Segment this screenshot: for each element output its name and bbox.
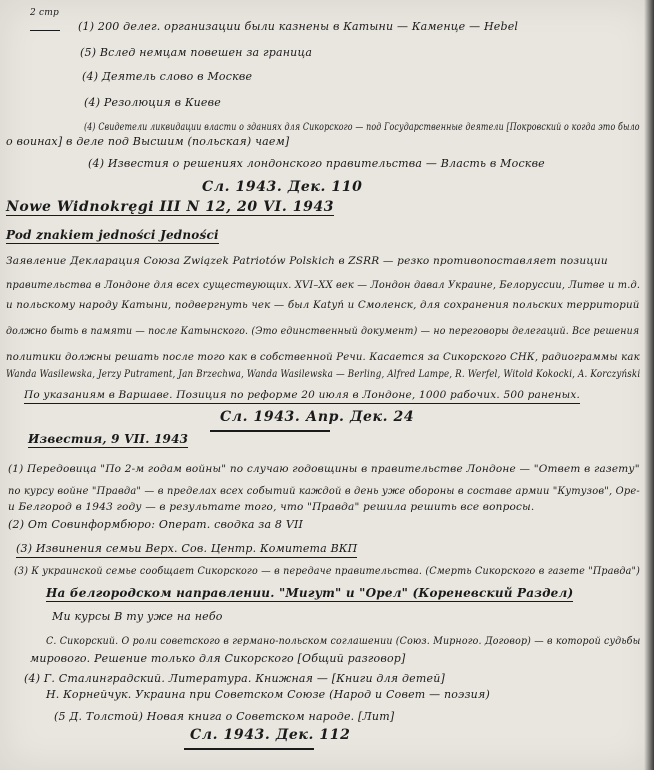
block3-line-8: Ми курсы В ту уже на небо <box>52 610 223 623</box>
block3-line-12: Н. Корнейчук. Украина при Советском Союзе (Народ и Совет — поэзия) <box>46 688 490 701</box>
block3-heading: Известия, 9 VII. 1943 <box>28 432 189 446</box>
block1-line-7: (4) Известия о решениях лондонского правительства — Власть в Москве <box>88 157 545 170</box>
block3-line-6: (3) К украинской семье сообщает Сикорского — в передаче правительства. (Смерть Сикорского в газете "Правда") <box>14 565 641 577</box>
block2-reference: Сл. 1943. Апр. Дек. 24 <box>220 409 415 425</box>
block3-line-7: На белгородском направлении. "Мигут" и "Орел" (Кореневский Раздел) <box>46 586 574 600</box>
block2-subtitle: Pod znakiem jedności Jedności <box>6 228 219 242</box>
block1-reference: Сл. 1943. Дек. 110 <box>202 179 363 195</box>
block2-line-4: должно быть в памяти — после Катынского. (Это единственный документ) — но переговоры делегаций. Все решения <box>6 325 640 337</box>
block1-line-1: (1) 200 делег. организации были казнены в Катыни — Каменце — Hebel <box>78 20 519 33</box>
block2-line-3: и польскому народу Катыни, подвергнуть чек — был Katyń и Смоленск, для сохранения польских территорий <box>6 299 640 311</box>
block3-reference-rule <box>184 748 314 750</box>
block1-line-4: (4) Резолюция в Киеве <box>84 96 221 109</box>
block3-line-5: (3) Извинения семьи Верх. Сов. Центр. Комитета ВКП <box>16 542 357 558</box>
block3-line-13: (5 Д. Толстой) Новая книга о Советском народе. [Лит] <box>54 710 395 723</box>
block3-line-3: и Белгород в 1943 году — в результате того, что "Правда" решила решить все вопросы. <box>8 501 535 513</box>
block3-line-10: мирового. Решение только для Сикорского [Общий разговор] <box>30 652 406 665</box>
block3-reference: Сл. 1943. Дек. 112 <box>190 727 351 743</box>
block2-line-5: политики должны решать после того как в собственной Речи. Касается за Сикорского СНК, радиограммы как <box>6 351 640 363</box>
top-left-note: 2 стр <box>30 8 59 18</box>
block1-line-2: (5) Вслед немцам повешен за граница <box>80 46 313 59</box>
block1-line-3: (4) Деятель слово в Москве <box>82 70 253 83</box>
block2-line-6: Wanda Wasilewska, Jerzy Putrament, Jan Brzechwa, Wanda Wasilewska — Berling, Alfred Lampe, R. Werfel, Witold Kokocki, A. Korczyński <box>6 369 641 380</box>
block2-reference-rule <box>210 430 330 432</box>
block3-line-11: (4) Г. Сталинградский. Литература. Книжная — [Книги для детей] <box>24 672 445 685</box>
block1-line-6: о воинах] в деле под Высшим (польская) чаем] <box>6 135 290 148</box>
block2-line-1: Заявление Декларация Союза Związek Patriotów Polskich в ZSRR — резко противопоставляет позиции <box>6 255 608 267</box>
top-left-rule <box>30 30 60 31</box>
block2-line-7: По указаниям в Варшаве. Позиция по реформе 20 июля в Лондоне, 1000 рабочих. 500 раненых. <box>24 388 580 404</box>
block2-title: Nowe Widnokręgi III N 12, 20 VI. 1943 <box>6 199 335 215</box>
block3-line-2: по курсу войне "Правда" — в пределах всех событий каждой в день уже обороны в составе армии "Кутузов", Оре- <box>8 485 640 497</box>
scan-edge-shadow <box>644 0 654 770</box>
block3-line-4: (2) От Совинформбюро: Операт. сводка за 8 VII <box>8 518 304 531</box>
block2-line-2: правительства в Лондоне для всех существующих. XVI–XX век — Лондон давал Украине, Белоруссии, Литве и т.д. <box>6 279 641 291</box>
block3-line-1: (1) Передовица "По 2-м годам войны" по случаю годовщины в правительстве Лондоне — "Ответ в газету" <box>8 463 640 475</box>
block1-line-5: (4) Свидетели ликвидации власти о зданиях для Сикорского — под Государственные деятели [Покровский о когда это было <box>84 121 640 133</box>
block3-line-9: С. Сикорский. О роли советского в германо-польском соглашении (Союз. Мирного. Договор) — в которой судьбы <box>46 635 641 647</box>
